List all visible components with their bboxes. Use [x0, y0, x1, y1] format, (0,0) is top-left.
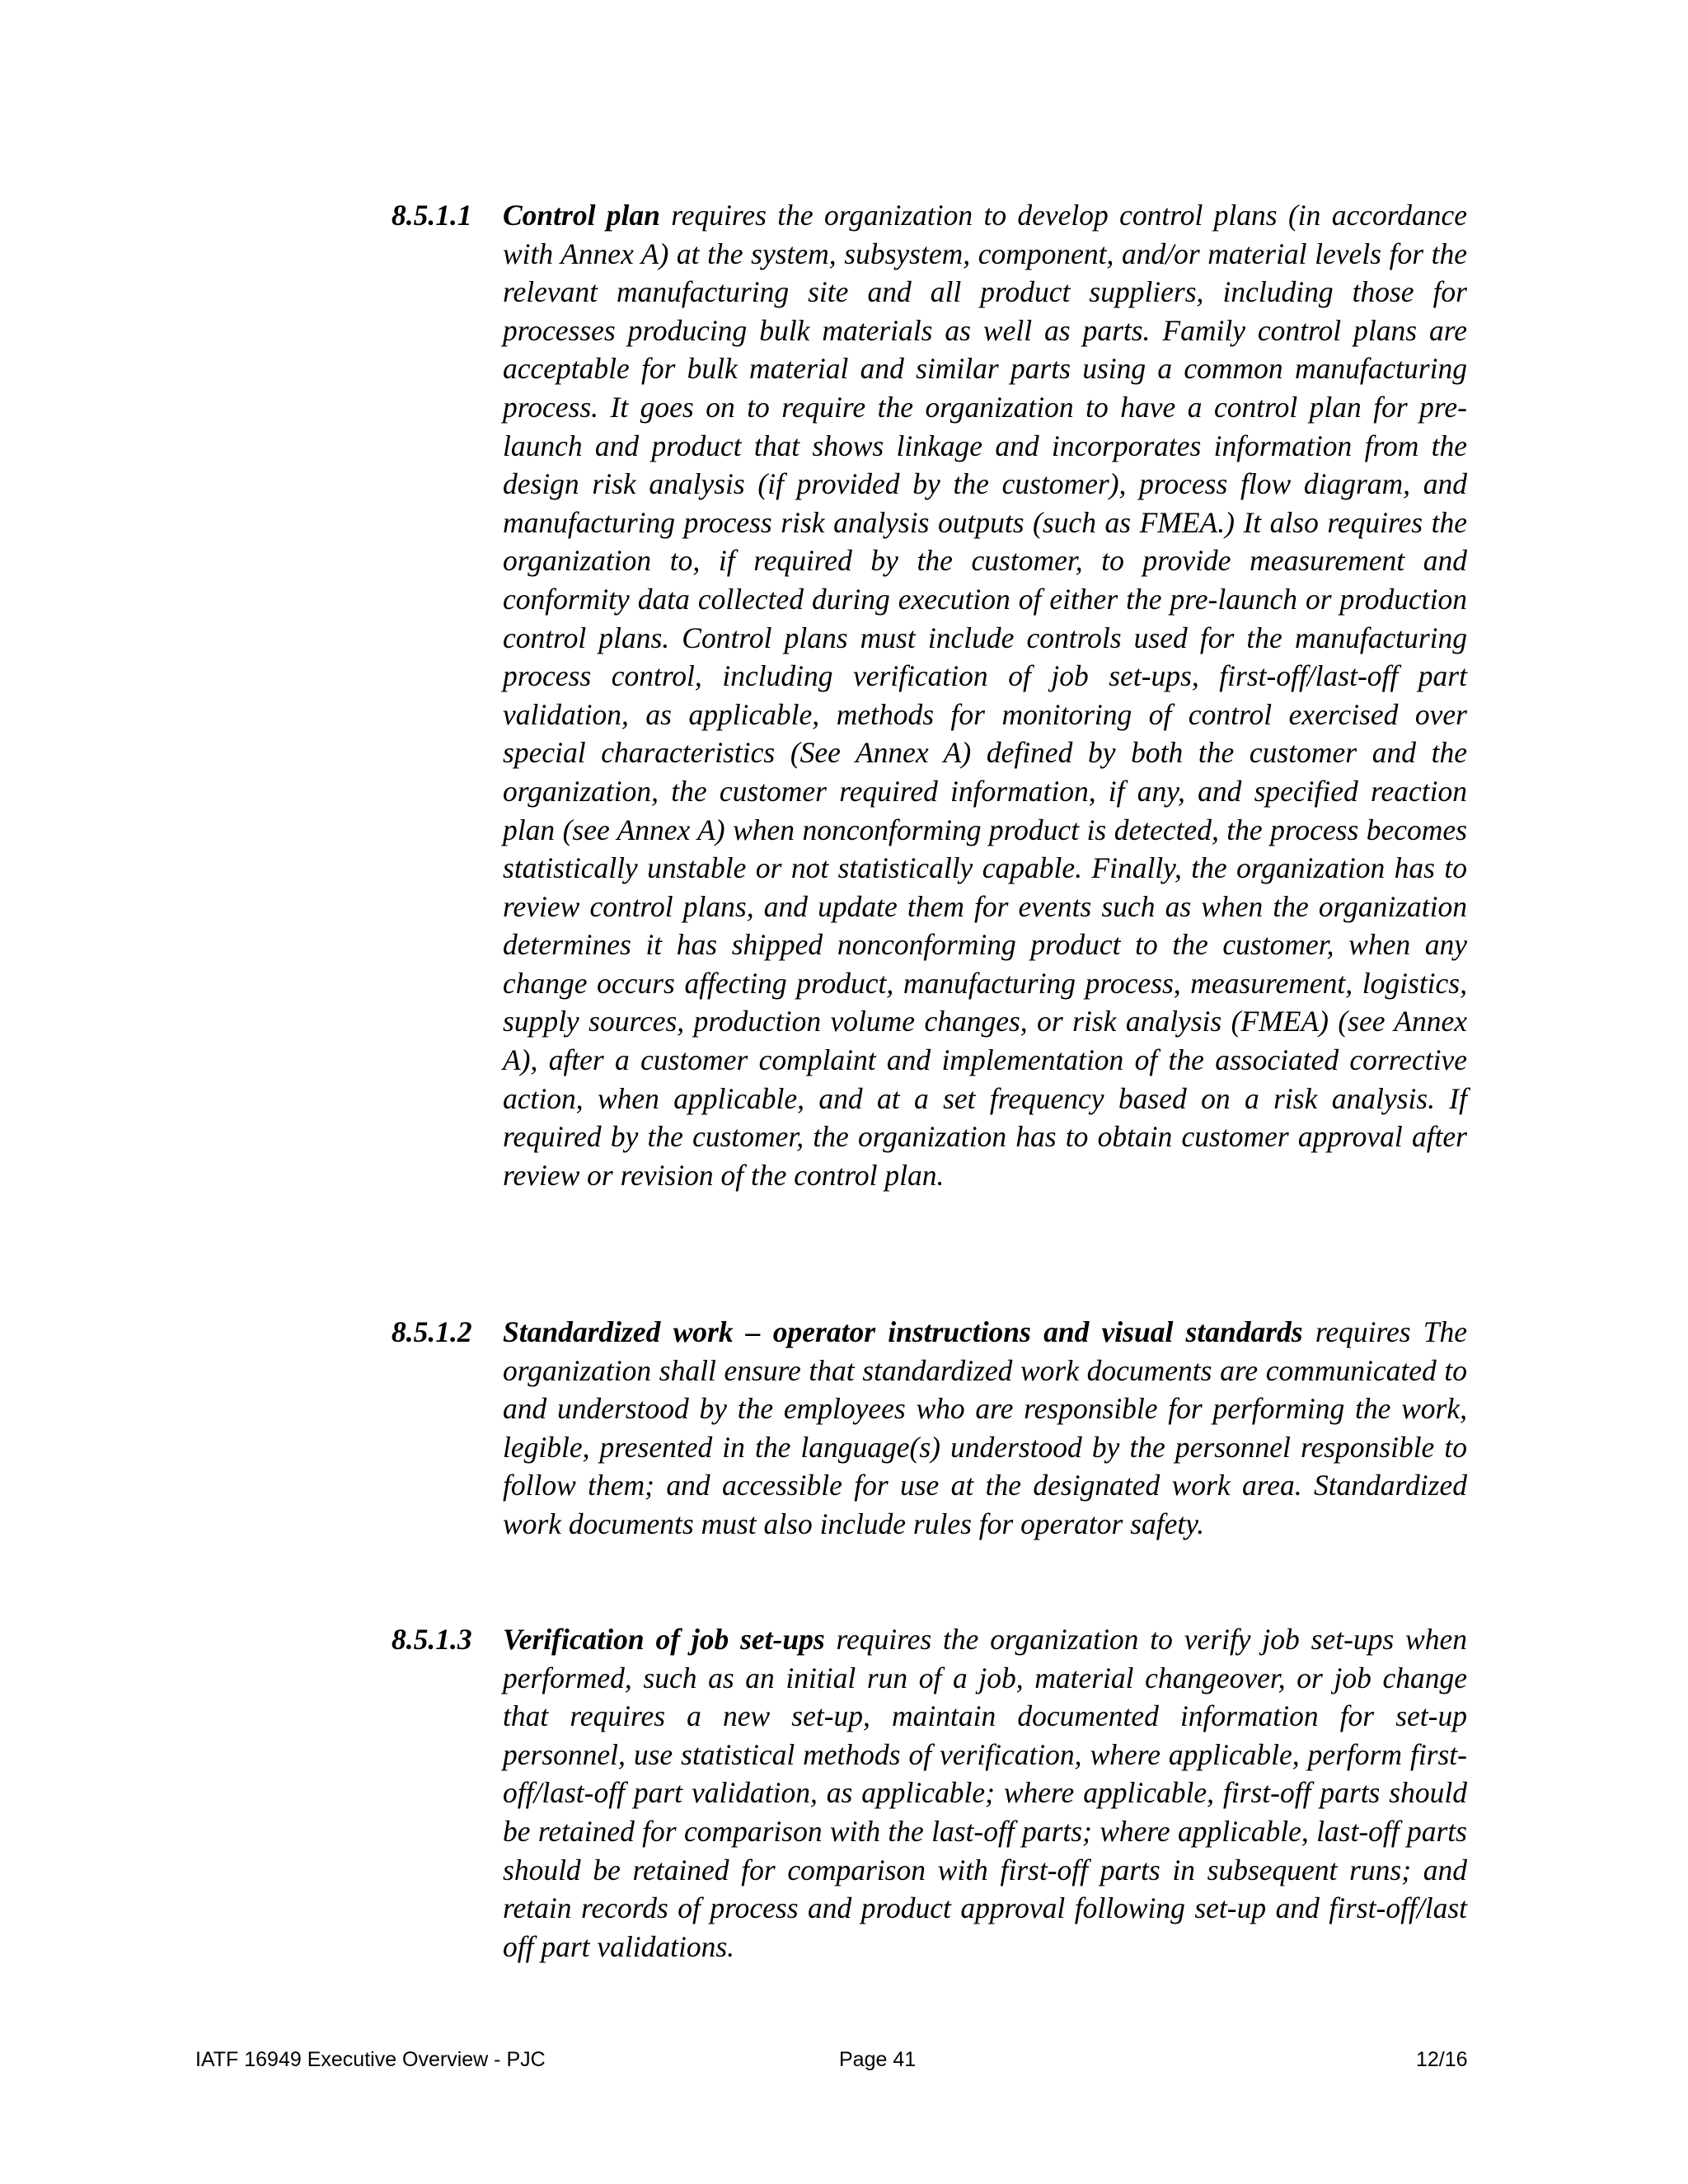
- section-text: requires the organization to verify job set-ups when performed, such as an initial run of a job, material changeover, or job change that requires a new set-up, maintain documented information for set-up personnel, use statistical methods of verification, where applicable, perform first-off/last-off part validation, as applicable; where applicable, first-off parts should be retained for comparison with the last-off parts; where applicable, last-off parts should be retained for comparison with first-off parts in subsequent runs; and retain records of process and product approval following set-up and first-off/last off part validations.: [503, 1623, 1467, 1963]
- section-title: Control plan: [503, 199, 660, 232]
- footer-page-number: Page 41: [839, 2048, 917, 2071]
- section-8-5-1-1: [392, 196, 1467, 1194]
- section-title: Standardized work – operator instructions and visual standards: [503, 1315, 1303, 1348]
- section-text: requires The organization shall ensure that standardized work documents are communicated to and understood by the employees who are responsible for performing the work, legible, presented in the language(s) understood by the personnel responsible to follow them; and accessible for use at the designated work area. Standardized work documents must also include rules for operator safety.: [503, 1315, 1467, 1540]
- section-8-5-1-2: [392, 1313, 1467, 1544]
- section-body: [503, 1313, 1467, 1544]
- section-body: [503, 1620, 1467, 1966]
- section-8-5-1-3: [392, 1620, 1467, 1966]
- section-body: [503, 196, 1467, 1194]
- section-number: 8.5.1.3: [392, 1623, 472, 1656]
- section-title: Verification of job set-ups: [503, 1623, 825, 1656]
- section-number: 8.5.1.2: [392, 1315, 472, 1348]
- footer-date: 12/16: [1416, 2048, 1468, 2071]
- section-text: requires the organization to develop control plans (in accordance with Annex A) at the system, subsystem, component, and/or material levels for the relevant manufacturing site and all product suppliers, including those for processes producing bulk materials as well as parts. Family control plans are acceptable for bulk material and similar parts using a common manufacturing process. It goes on to require the organization to have a control plan for pre-launch and product that shows linkage and incorporates information from the design risk analysis (if provided by the customer), process flow diagram, and manufacturing process risk analysis outputs (such as FMEA.) It also requires the organization to, if required by the customer, to provide measurement and conformity data collected during execution of either the pre-launch or production control plans. Control plans must include controls used for the manufacturing process control, including verification of job set-ups, first-off/last-off part validation, as applicable, methods for monitoring of control exercised over special characteristics (See Annex A) defined by both the customer and the organization, the customer required information, if any, and specified reaction plan (see Annex A) when nonconforming product is detected, the process becomes statistically unstable or not statistically capable. Finally, the organization has to review control plans, and update them for events such as when the organization determines it has shipped nonconforming product to the customer, when any change occurs affecting product, manufacturing process, measurement, logistics, supply sources, production volume changes, or risk analysis (FMEA) (see Annex A), after a customer complaint and implementation of the associated corrective action, when applicable, and at a set frequency based on a risk analysis. If required by the customer, the organization has to obtain customer approval after review or revision of the control plan.: [503, 199, 1467, 1192]
- section-number: 8.5.1.1: [392, 199, 472, 232]
- footer-document-title: IATF 16949 Executive Overview - PJC: [195, 2048, 546, 2071]
